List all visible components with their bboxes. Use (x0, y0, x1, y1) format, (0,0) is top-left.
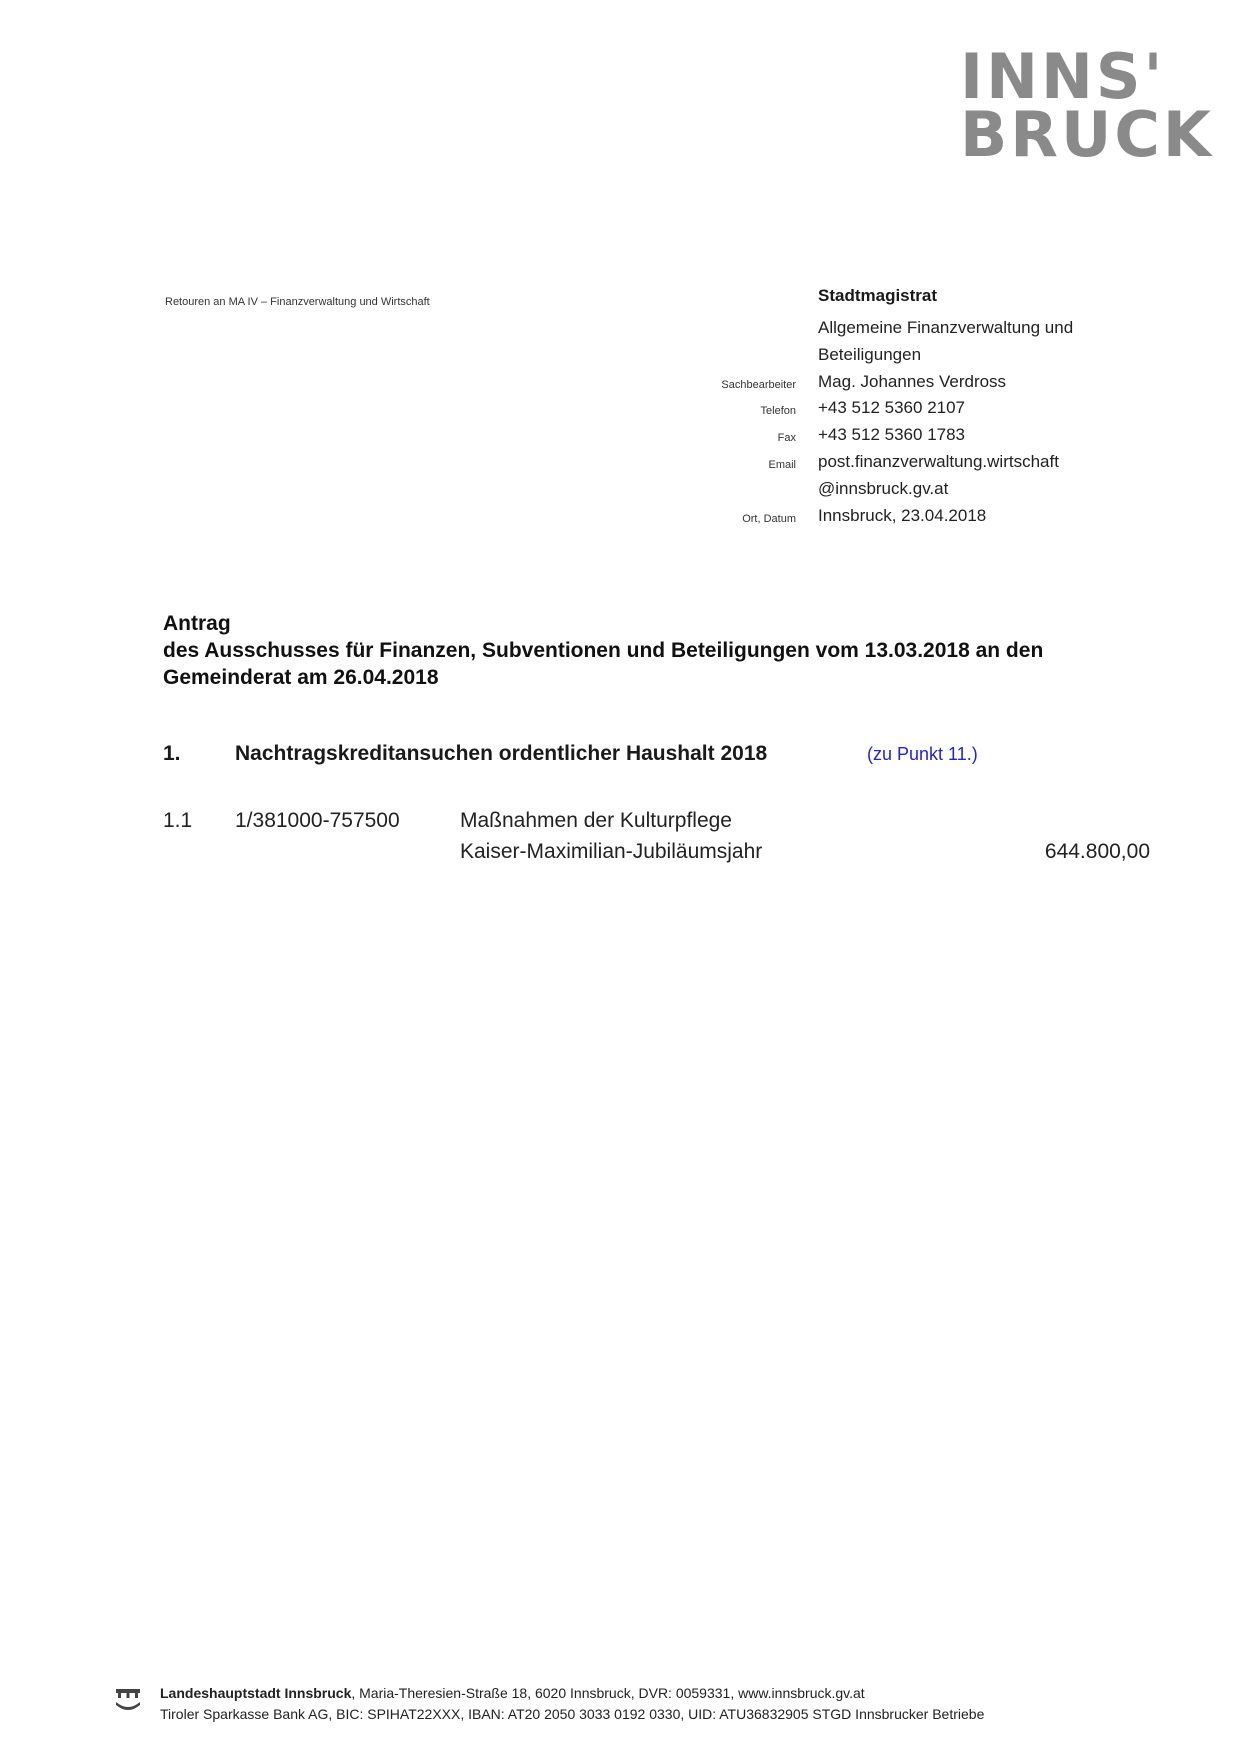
title-line-3: Gemeinderat am 26.04.2018 (163, 666, 439, 689)
value-telefon: +43 512 5360 2107 (818, 398, 966, 417)
sender-department (818, 314, 1158, 368)
title-line-1: Antrag (163, 612, 231, 635)
item-description-line-2: Kaiser-Maximilian-Jubiläumsjahr (460, 840, 763, 863)
label-fax: Fax (777, 432, 796, 444)
section-number: 1. (163, 742, 181, 765)
item-amount: 644.800,00 (1044, 840, 1150, 863)
label-email: Email (768, 459, 796, 471)
city-emblem-icon (114, 1686, 142, 1714)
department-line-1: Allgemeine Finanzverwaltung und (818, 318, 1074, 337)
section-reference: (zu Punkt 11.) (867, 744, 978, 764)
item-number: 1.1 (163, 809, 193, 832)
footer-address: , Maria-Theresien-Straße 18, 6020 Innsbruck, DVR: 0059331, www.innsbruck.gv.at (351, 1685, 865, 1701)
return-address-line: Retouren an MA IV – Finanzverwaltung und Wirtschaft (165, 296, 430, 308)
label-sachbearbeiter: Sachbearbeiter (721, 379, 796, 391)
footer-org-name: Landeshauptstadt Innsbruck (160, 1685, 352, 1701)
title-line-2: des Ausschusses für Finanzen, Subventionen und Beteiligungen vom 13.03.2018 an den (163, 639, 1044, 662)
value-email[interactable]: post.finanzverwaltung.wirtschaft (818, 452, 1059, 471)
footer (160, 1683, 984, 1725)
document-title (163, 610, 1163, 691)
item-account: 1/381000-757500 (235, 809, 400, 832)
footer-line-2: Tiroler Sparkasse Bank AG, BIC: SPIHAT22XXX, IBAN: AT20 2050 3033 0192 0330, UID: ATU36832905 STGD Innsbrucker Betriebe (160, 1706, 985, 1722)
logo-line-2: BRUCK (960, 98, 1214, 171)
label-telefon: Telefon (760, 405, 796, 417)
footer-line-1 (160, 1683, 984, 1704)
value-email-domain[interactable]: @innsbruck.gv.at (818, 479, 949, 498)
logo-line-1: INNS' (960, 40, 1166, 113)
department-line-2: Beteiligungen (818, 345, 922, 364)
value-fax: +43 512 5360 1783 (818, 425, 966, 444)
item-description-line-1: Maßnahmen der Kulturpflege (460, 809, 732, 832)
sender-office: Stadtmagistrat (818, 286, 938, 305)
value-ort-datum: Innsbruck, 23.04.2018 (818, 506, 987, 525)
section-heading: Nachtragskreditansuchen ordentlicher Haushalt 2018 (235, 742, 768, 765)
value-sachbearbeiter: Mag. Johannes Verdross (818, 372, 1007, 391)
label-ort-datum: Ort, Datum (742, 513, 796, 525)
innsbruck-logo (960, 40, 1214, 171)
